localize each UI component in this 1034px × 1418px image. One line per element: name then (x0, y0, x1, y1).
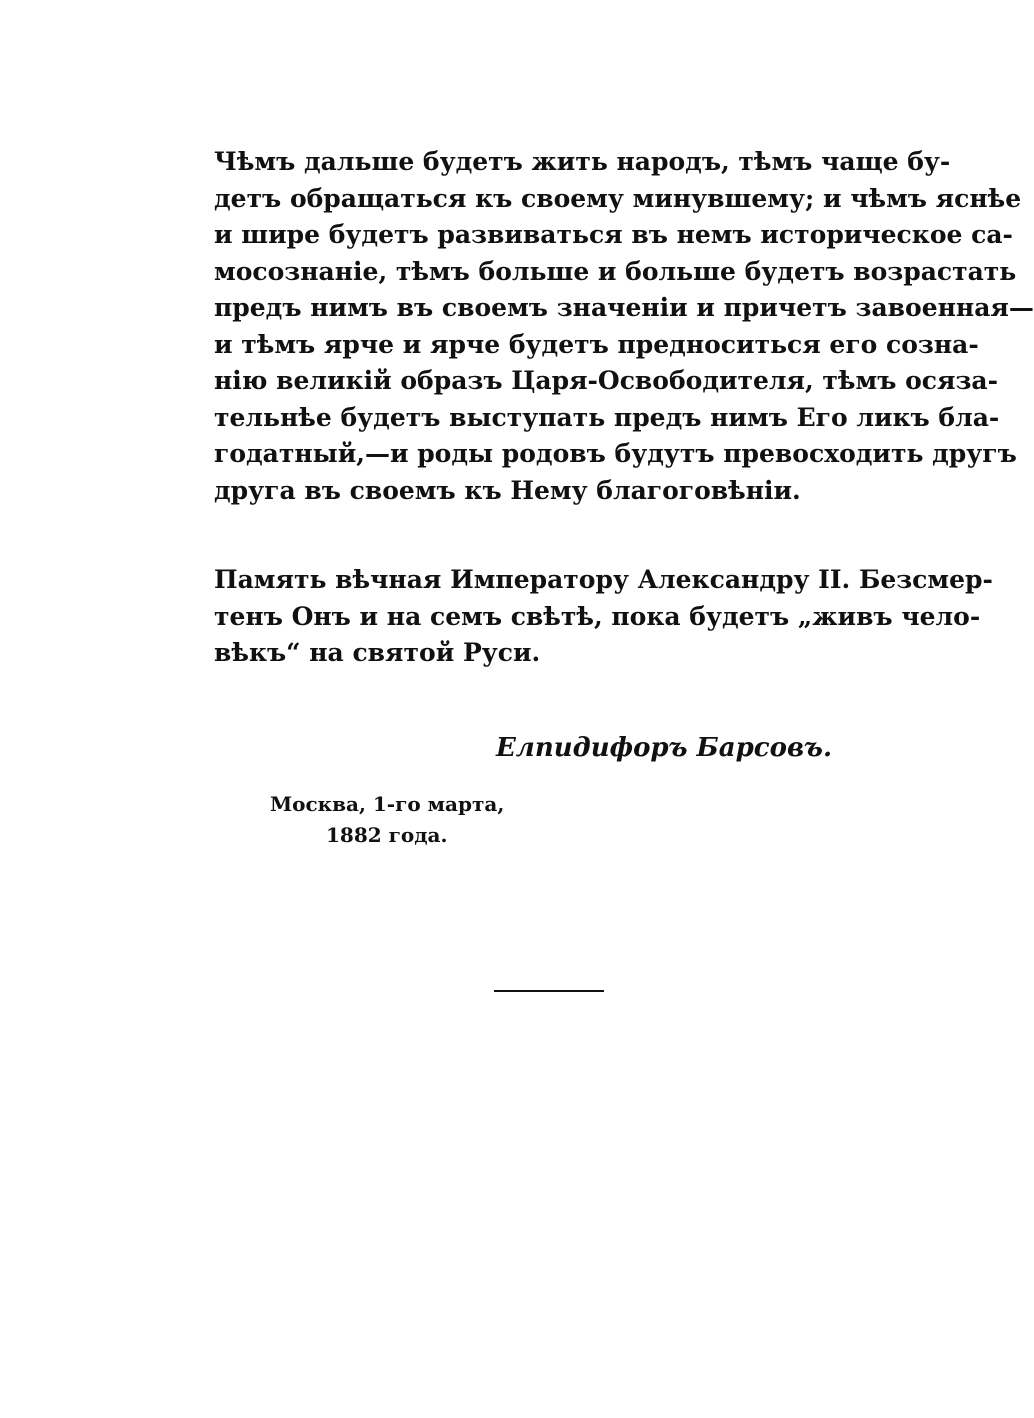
text-line: и тѣмъ ярче и ярче будетъ предноситься его созна- (214, 329, 979, 359)
text-line: друга въ своемъ къ Нему благоговѣніи. (214, 475, 801, 505)
text-line: тельнѣе будетъ выступать предъ нимъ Его ликъ бла- (214, 402, 1000, 432)
text-line: вѣкъ“ на святой Руси. (214, 638, 541, 667)
text-line: Память вѣчная Императору Александру II. Безсмер- (214, 565, 993, 594)
end-rule-divider (494, 990, 604, 992)
author-signature: Елпидифоръ Барсовъ. (495, 733, 832, 763)
text-line: нію великій образъ Царя-Освободителя, тѣмъ осяза- (214, 366, 998, 395)
text-line: мосознаніе, тѣмъ больше и больше будетъ возрастать (214, 256, 1017, 286)
text-line: тенъ Онъ и на семъ свѣтѣ, пока будетъ „живъ чело- (214, 601, 981, 631)
text-line: предъ нимъ въ своемъ значеніи и причетъ завоенная— (214, 293, 1034, 322)
text-line: годатный,—и роды родовъ будутъ превосходить другъ (214, 439, 1017, 468)
dateline-year: 1882 года. (326, 823, 448, 847)
dateline-place-date: Москва, 1-го марта, (270, 792, 505, 816)
text-line: Чѣмъ дальше будетъ жить народъ, тѣмъ чаще бу- (214, 147, 951, 176)
text-line: детъ обращаться къ своему минувшему; и чѣмъ яснѣе (214, 183, 1022, 213)
paragraph-1 (214, 144, 1034, 509)
paragraph-2 (214, 562, 993, 672)
text-line: и шире будетъ развиваться въ немъ историческое са- (214, 220, 1013, 249)
